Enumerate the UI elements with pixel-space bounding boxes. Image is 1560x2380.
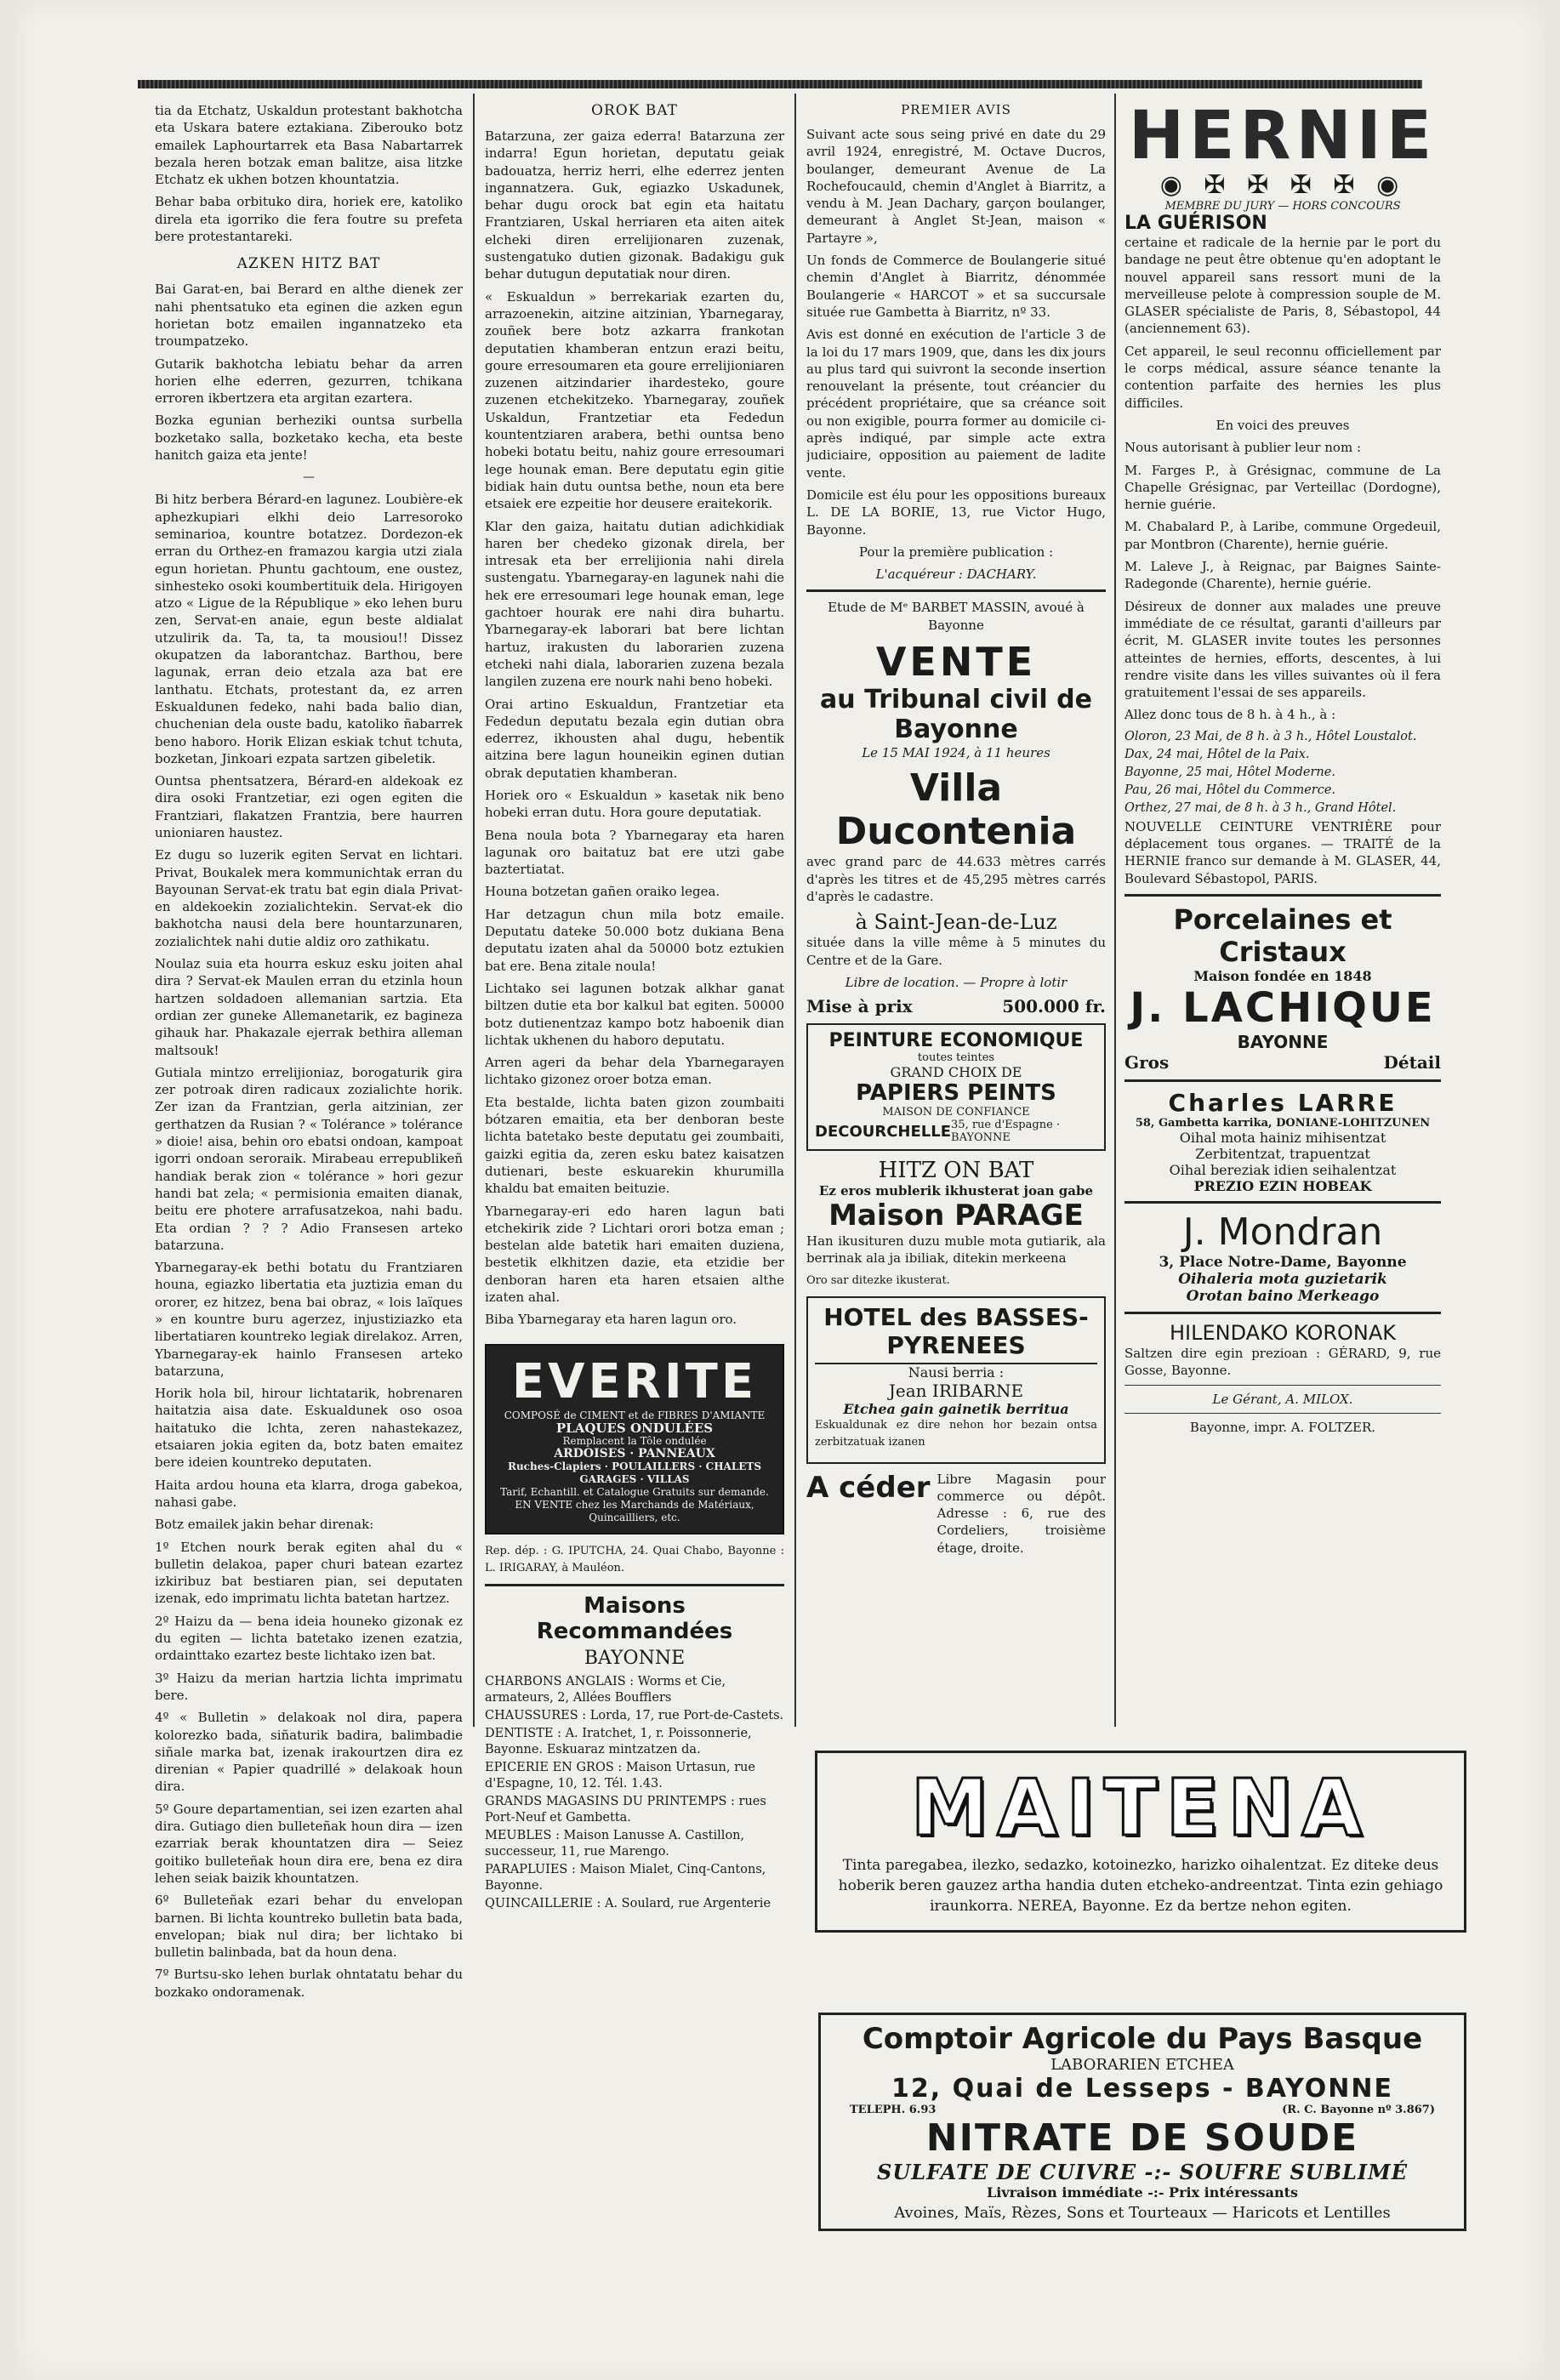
detail-label: Détail [1383,1051,1441,1073]
sale-price-row [806,996,1106,1016]
comptoir-phone-row [833,2104,1452,2116]
article-paragraph: Horiek oro « Eskualdun » kasetak nik beno hobeki erran dutu. Hora goure deputatiak. [485,787,784,821]
list-item: CHAUSSURES : Lorda, 17, rue Port-de-Castets. [485,1709,784,1723]
ad-paragraph: Désireux de donner aux malades une preuve immédiate de ce résultat, garanti d'ailleurs par écrit, M. GLASER invite toutes les personnes atteintes de hernies, efforts, descentes, à lui rendre visite dans les villes suivantes où il fera gratuitement l'essai de ses appareils. [1124,598,1441,701]
sale-paragraph: située dans la ville même à 5 minutes du Centre et de la Gare. [806,935,1106,968]
ad-line: Saltzen dire egin prezioan : GÉRARD, 9, rue Gosse, Bayonne. [1124,1345,1441,1379]
ad-line: EN VENTE chez les Marchands de Matériaux, Quincailliers, etc. [515,1498,754,1523]
list-item: QUINCAILLERIE : A. Soulard, rue Argenterie [485,1897,771,1911]
ad-line: 3, Place Notre-Dame, Bayonne [1159,1253,1407,1271]
ad-line: toutes teintes [917,1051,995,1065]
ad-paragraph: Allez donc tous de 8 h. à 4 h., à : [1124,707,1336,723]
ad-paragraph: M. Laleve J., à Reignac, par Baignes Sainte-Radegonde (Charente), hernie guérie. [1124,559,1441,592]
top-rule [138,80,1422,88]
phone-label: TELEPH. 6.93 [850,2104,937,2116]
price-label: Mise à prix [806,996,913,1017]
ad-line: Ez eros mublerik ikhusterat joan gabe [818,1183,1094,1199]
larre-title: Charles LARRE [1168,1088,1398,1117]
list-item: CHARBONS ANGLAIS : Worms et Cie, armateurs, 2, Allées Boufflers [485,1675,726,1705]
hernie-title: HERNIE [1128,102,1438,174]
comptoir-advertisement [818,2013,1466,2231]
rule [1124,1201,1441,1204]
comptoir-title: Comptoir Agricole du Pays Basque [862,2022,1423,2056]
article-paragraph: Eta bestalde, lichta baten gizon zoumbaiti bótzaren emaitia, eta ber denboran beste lichta batetako beste deputatu gei zoumbaiti, gaizki egitia da, zeren esku batez kaisatzen dutienari, beste eskuarekin khurumilla khaldu bat emaiten beituzie. [485,1094,784,1197]
article-paragraph: « Eskualdun » berrekariak ezarten du, arrazoenekin, aitzine aitzinian, Ybarnegaray, zouñek bere botz azkarra frankotan deputatien khamberan entzun erazi beitu, goure erresoumaren eta goure errelijioniaren zuzenen aitzindarier ihardesteko, goure zuzenen etchekitzeko. Ybarnegaray, zouñek Uskaldun, Frantzetiar eta Fededun kountentziaren arabera, bethi ountsa beno hobeki botatu beitu, nahiz goure erresoumari lege hounak eman. Bere deputatu egin gitie bidiak hain dutu ountsa bethe, noun eta bere etsaiek ere ezpeitie hor deusere eraitekorik. [485,288,784,512]
list-item: DENTISTE : A. Iratchet, 1, r. Poissonnerie, Bayonne. Eskuaraz mintzatzen da. [485,1727,752,1757]
rule [1124,1413,1441,1414]
ad-paragraph: NOUVELLE CEINTURE VENTRIÈRE pour déplacement tous organes. — TRAITÉ de la HERNIE franco sur demande à M. GLASER, 44, Boulevard Sébastopol, PARIS. [1124,818,1441,886]
article-paragraph: 5º Goure departamentian, sei izen ezarten ahal dira. Gutiago dien bulleteñak houn dira — izen ezarriak berak khountatzen dira — Seiez goitiko bulleteñak houn dira ere, bena ez dira lehen seiak baizik khountatzen. [155,1801,463,1886]
article-paragraph: 4º « Bulletin » delakoak nol dira, papera kolorezko bada, siñaturik badira, balimbadie siñale marka bat, izenak irakourtzen dira ez direnian « Papier quadrillé » delakoak houn dira. [155,1710,463,1795]
article-paragraph: Ybarnegaray-ek bethi botatu du Frantziaren houna, egiazko libertatia eta juztizia eman du ororer, ez hitzez, bena bai obraz, « lois laïques » en kountre buru agerzez, injustiziazko eta libertatiaren kountreko legiak direlakoz. Arren, Ybarnegaray-ek hainlo Fransesen arteko batarzuna, [155,1260,463,1379]
ad-brand: DECOURCHELLE [815,1122,952,1141]
ad-line: Tarif, Echantill. et Catalogue Gratuits sur demande. [500,1485,769,1498]
gerant-line: Le Gérant, A. MILOX. [1212,1391,1353,1407]
ad-paragraph: Nous autorisant à publier leur nom : [1124,440,1362,456]
column-4 [1124,102,1441,1735]
article-paragraph: 6º Bulleteñak ezari behar du envelopan barnen. Bi lichta kountreko bulletin bata bada, envelopan; biak nul dira; ber lichtako bi bulletin balinbada, bat da houn dena. [155,1893,463,1961]
legal-paragraph: Un fonds de Commerce de Boulangerie situé chemin d'Anglet à Biarritz, dénommée Boulangerie « HARCOT » et sa succursale située rue Gambetta à Biarritz, nº 33. [806,253,1106,320]
legal-paragraph: Domicile est élu pour les oppositions bureaux L. DE LA BORIE, 13, rue Victor Hugo, Bayonne. [806,487,1106,538]
legal-paragraph: Pour la première publication : [858,544,1054,560]
ad-paragraph: M. Chabalard P., à Laribe, commune Orgedeuil, par Montbron (Charente), hernie guérie. [1124,519,1441,552]
list-item: Orthez, 27 mai, de 8 h. à 3 h., Grand Hôtel. [1124,800,1397,815]
article-paragraph: Horik hola bil, hirour lichtatarik, hobrenaren haitatzia aisa date. Eskualdunek oso osoa haitatuko die lchta, zeren nahastekazez, etsaiaren jokia egiten da, botz baten emaitez bere ideien kountreko deputaten. [155,1386,463,1471]
ad-title: PEINTURE ECONOMIQUE [828,1030,1084,1052]
ad-line: Remplacent la Tôle ondulée [562,1434,707,1447]
list-item: PARAPLUIES : Maison Mialet, Cinq-Cantons, Bayonne. [485,1863,766,1893]
article-paragraph: Batarzuna, zer gaiza ederra! Batarzuna zer indarra! Egun horietan, deputatu geiak badouatza, herriz herri, elhe ederrez jenten ingannatzera. Guk, egiazko Uskadunek, behar dugu orock bat egin eta haitatu Frantziaren, Uskal herriaren eta aiten aitek elcheki diren errelijionaren zuzenak, sustengatuko dutien gizonak. Badakigu guk behar dutugun deputatiak nour diren. [485,128,784,282]
peinture-advertisement [806,1023,1106,1151]
article-paragraph: Bi hitz berbera Bérard-en lagunez. Loubière-ek aphezkupiari elkhi deio Larresoroko seminarioa, kountre botatzez. Dordezon-ek erran du Orthez-en framazou kargia utzi ziala egun horietan. Phuntu gachtoum, ene oustez, sinhesteko osoki koumbertituik dela. Hirigoyen atzo « Ligue de la République » eko lehen buru zen, Servat-en anaie, egun beste aldialat utzulirik da. Ta, ta, ta mousiou!! Dissez okupatzen da laborantchaz. Barthou, bere lagunak, erran deio etzala aza bat ere lanthatu. Etchats, protestant da, ez arren Eskualdunen fedeko, nahi bada balio dian, chuchenian dela ouste badu, katoliko ñabarrek beno haboro. Horik Elizan eskiak tchut tchuta, bozketan, Jinkoari ezpata sartzen gibeletik. [155,492,463,766]
column-2 [485,102,784,2348]
column-1 [155,102,463,2348]
porcelaines-title: Porcelaines et Cristaux [1173,902,1392,968]
article-paragraph: Gutiala mintzo errelijioniaz, borogaturik gira zer potroak diren radicaux zozialichte horik. Zer izan da Frantzian, gerla aitzinian, zer gerthatzen da Rusian ? « Tolérance » tolérance » dioie! aisa, behin oro ebatsi ondoan, kampoat igorri ondoan seroraik. Mirabeau errepublikeñ handiak berak zion « tolérance » hori gezur handi bat zela; « permisionia emaiten dianak, beitu ere photere arrafusatzekoa, nahi badu. Eta ordian ? ? ? Adio Fransesen arteko batarzuna. [155,1064,463,1253]
ad-line: Zerbitentzat, trapuentzat [1195,1145,1370,1162]
ad-line: Oihal mota hainiz mihisentzat [1179,1129,1386,1146]
ad-line: Oro sar ditezke ikusterat. [806,1273,950,1287]
rc-label: (R. C. Bayonne nº 3.867) [1282,2104,1435,2116]
ad-line: SULFATE DE CUIVRE -:- SOUFRE SUBLIMÉ [877,2160,1408,2184]
ad-line: Oihal bereziak idien seihalentzat [1169,1161,1397,1178]
jury-line: MEMBRE DU JURY — HORS CONCOURS [1164,200,1401,213]
ad-line: Avoines, Maïs, Rèzes, Sons et Tourteaux — Haricots et Lentilles [894,2204,1391,2222]
article-paragraph: Bai Garat-en, bai Berard en althe dienek zer nahi phentsatuko eta eginen die azken egun horietan botz emailen ingannatzeko eta troumpatzeko. [155,282,463,350]
hotel-advertisement [806,1296,1106,1464]
vente-title: VENTE [875,639,1037,686]
article-paragraph: Gutarik bakhotcha lebiatu behar da arren horien elhe ederren, gezurren, tchikana erroren ikbertzera eta argitan ezartera. [155,356,463,407]
list-item: MEUBLES : Maison Lanusse A. Castillon, successeur, 11, rue Marengo. [485,1829,745,1859]
price-value: 500.000 fr. [1002,996,1106,1017]
article-paragraph: Haita ardou houna eta klarra, droga gabekoa, nahasi gabe. [155,1477,463,1510]
mondran-title: J. Mondran [1182,1210,1383,1254]
ad-paragraph: M. Farges P., à Grésignac, commune de La Chapelle Grésignac, par Verteillac (Dordogne), hernie guérie. [1124,462,1441,513]
ad-line: COMPOSÉ de CIMENT et de FIBRES D'AMIANTE [504,1409,766,1421]
maitena-title: MAITENA [910,1762,1371,1853]
maitena-advertisement [815,1751,1466,1933]
ad-line: Maison fondée en 1848 [1193,967,1372,984]
sale-paragraph: Libre de location. — Propre à lotir [845,974,1068,990]
ad-line: Han ikusituren duzu muble mota gutiarik, ala berrinak ala ja ibiliak, ditekin merkeena [806,1233,1106,1267]
printer-line: Bayonne, impr. A. FOLTZER. [1189,1419,1376,1435]
rule [485,1584,784,1586]
ad-line: PLAQUES ONDULÉES [555,1420,714,1436]
article-paragraph: Bozka egunian berheziki ountsa surbella bozketako salla, bozketako kecha, eta beste hanitch gaiza eta jente! [155,413,463,464]
list-item: Bayonne, 25 mai, Hôtel Moderne. [1124,765,1335,779]
maisons-list [485,1674,784,1912]
ceder-advertisement [806,1471,1106,1557]
rule [1124,894,1441,897]
rule [806,589,1106,592]
article-paragraph: 3º Haizu da merian hartzia lichta imprimatu bere. [155,1670,463,1703]
ad-paragraph: certaine et radicale de la hernie par le port du bandage ne peut être obtenue qu'en adoptant le nouvel appareil sans ressort muni de la merveilleuse pelote à compression souple de M. GLASER spécialiste de Paris, 8, Sébastopol, 44 (anciennement 63). [1124,235,1441,337]
list-item: GRANDS MAGASINS DU PRINTEMPS : rues Port-Neuf et Gambetta. [485,1795,766,1825]
article-paragraph: Behar baba orbituko dira, horiek ere, katoliko direla eta igorriko die fera foutre su prefeta bere protestantareki. [155,194,463,245]
ad-line: Jean IRIBARNE [888,1380,1024,1401]
article-heading: AZKEN HITZ BAT [236,255,381,273]
ad-line: Livraison immédiate -:- Prix intéressants [987,2184,1298,2201]
guerison-label: LA GUÉRISON [1124,213,1267,234]
ad-line: PREZIO EZIN HOBEAK [1193,1177,1372,1194]
separator: — [303,470,315,485]
lachique-title: J. LACHIQUE [1130,983,1436,1032]
ad-line: Etchea gain gainetik berritua [843,1400,1069,1417]
ad-line: 58, Gambetta karrika, DONIANE-LOHITZUNEN [1135,1116,1431,1130]
article-heading: PREMIER AVIS [901,102,1011,117]
article-paragraph: Har detzagun chun mila botz emaile. Deputatu dateke 50.000 botz dukiana Bena deputatu izaten ahal da 50000 botz eztukien bat ere. Bena zitale noula! [485,906,784,974]
ad-line: PAPIERS PEINTS [856,1080,1056,1107]
parage-title: Maison PARAGE [828,1199,1084,1233]
article-paragraph: Lichtako sei lagunen botzak alkhar ganat biltzen dutie eta bor kalkul bat egiten. 50000 botz dutienentzaz kampo botz haboenik dian lichtak ukhenen du haboro deputatu. [485,980,784,1048]
column-3 [806,102,1106,1735]
article-paragraph: Ybarnegaray-eri edo haren lagun bati etchekirik zide ? Lichtari orori botza eman ; bestelan alde batetik hari emaiten duziena, bestetik elkhitzen dazie, eta etzidie ber denboran haren eta haren etsaien althe izaten ahal. [485,1203,784,1305]
legal-signature: L'acquéreur : DACHARY. [875,567,1037,583]
ad-line: Nausi berria : [908,1364,1005,1381]
rule [1124,1385,1441,1386]
article-paragraph: Klar den gaiza, haitatu dutian adichkidiak haren ber chedeko gizonak direla, ber intresak eta ber errelijionia nahi direla sustengatu. Ybarnegaray-en lagunek nahi die hek ere erresoumari lege hounak eman, lege gachtoer hourak ere nahi dira buhartu. Ybarnegaray-ek laborari bat bere lichtan hartuz, irakusten du laborarien zuzena etcheki nahi diala, laborarien zuzena bezala langilen zuzena ere nourk nahi beno hobeki. [485,518,784,690]
ad-line: GARAGES · VILLAS [579,1472,690,1485]
article-paragraph: Arren ageri da behar dela Ybarnegarayen lichtako gizonez oroer botza eman. [485,1055,784,1088]
article-paragraph: Ez dugu so luzerik egiten Servat en lichtari. Privat, Boukalek mera kommunichtak erran du Bayounan Servat-ek tratu bat egin diala Privat-en aldekoekin zozialichtekin. Servat-ek dio bakhotcha nausi dela bere hountarzunaren, zozialichtek nahi dutie aldiz oro zathikatu. [155,847,463,949]
article-heading: OROK BAT [591,102,678,119]
article-paragraph: 7º Burtsu-sko lehen burlak ohntatatu behar du bozkako ondoramenak. [155,1967,463,2000]
article-paragraph: Botz emailek jakin behar direnak: [155,1517,374,1533]
ad-paragraph: Tinta paregabea, ilezko, sedazko, kotoinezko, harizko oihalentzat. Ez diteke deus hoberik beren gauzez artha handia duten etcheko-andreentzat. Tinta ezin gehiago iraunkorra. NEREA, Bayonne. Ez da bertze nehon egiten. [838,1857,1443,1915]
article-paragraph: Noulaz suia eta hourra eskuz esku joiten ahal dira ? Servat-ek Maulen erran du etzinla houn hartzen soldadoen allemanian sartzia. Eta ordian zer guneke Allemanetarik, ez bagineza gihauk har. Phakazale ejerrak bethira alleman maltsouk! [155,956,463,1058]
list-item: Oloron, 23 Mai, de 8 h. à 3 h., Hôtel Loustalot. [1124,729,1417,743]
ad-line: MAISON DE CONFIANCE [882,1106,1030,1119]
rule [1124,1312,1441,1314]
article-paragraph: Orai artino Eskualdun, Frantzetiar eta Fededun deputatu bezala egin dutian obra ederrez, ikhousten ahal dugu, hebentik aitzina bere lagun houneikin eginen dutian obrak deputatien khamberan. [485,696,784,781]
ad-line: GRAND CHOIX DE [890,1064,1022,1081]
ad-line: ARDOISES · PANNEAUX [554,1446,715,1460]
hotel-title: HOTEL des BASSES-PYRENEES [815,1303,1097,1364]
ad-line: Eskualdunak ez dire nehon hor bezain ontsa zerbitzatuak izanen [815,1418,1097,1449]
tribunal-line: au Tribunal civil de Bayonne [820,685,1092,745]
ad-footer [815,1119,1097,1144]
article-paragraph: Ountsa phentsatzera, Bérard-en aldekoak ez dira osoki Frantzetiar, ezi ogen egiten die Frantziari, flakatzen Frantzia, bere haurren unioniaren haustez. [155,773,463,840]
sale-paragraph: avec grand parc de 44.633 mètres carrés d'après les titres et de 45,295 mètres carrés d'après le cadastre. [806,854,1106,904]
representative-line: Rep. dép. : G. IPUTCHA, 24. Quai Chabo, Bayonne : L. IRIGARAY, à Mauléon. [485,1544,784,1574]
etude-line: Etude de Mᵉ BARBET MASSIN, avoué à Bayonne [828,600,1085,633]
ceder-title: A céder [806,1470,931,1505]
article-paragraph: 2º Haizu da — bena ideia houneko gizonak ez du egiten — lichta batetako izenen ezatzia, ordainttako ezartez beste lichtako izen bat. [155,1613,463,1664]
ad-line: Ruches-Clapiers · POULAILLERS · CHALETS [507,1460,762,1472]
column-rule-1 [473,94,475,1727]
list-item: Dax, 24 mai, Hôtel de la Paix. [1124,747,1310,761]
column-rule-2 [794,94,796,1727]
maisons-city: BAYONNE [584,1648,686,1670]
hitz-title: HITZ ON BAT [878,1158,1034,1184]
nitrate-title: NITRATE DE SOUDE [925,2116,1359,2160]
article-paragraph: 1º Etchen nourk berak egiten ahal du « bulletin delakoa, paper churi batean ezartez izkiribuz bat bestiaren pian, sei deputaten izenak, edo imprimatu lichta batetan hartzez. [155,1539,463,1607]
gros-label: Gros [1124,1051,1170,1073]
ad-paragraph: Cet appareil, le seul reconnu officiellement par le corps médical, assure séance tenante la contention parfaite des hernies les plus difficiles. [1124,343,1441,411]
ad-line: Libre Magasin pour commerce ou dépôt. Adresse : 6, rue des Cordeliers, troisième étage, droite. [937,1471,1106,1556]
rule [1124,1079,1441,1082]
article-paragraph: Bena noula bota ? Ybarnegaray eta haren lagunak oro baitatuz bat ere utzi gabe baztertiatat. [485,827,784,878]
everite-logo: EVERITE [511,1353,758,1409]
hilendako-title: HILENDAKO KORONAK [1169,1320,1397,1345]
list-item: EPICERIE EN GROS : Maison Urtasun, rue d'Espagne, 10, 12. Tél. 1.43. [485,1761,755,1791]
ad-line: Oihaleria mota guzietarik [1178,1270,1387,1288]
ad-address: 35, rue d'Espagne · BAYONNE [951,1119,1061,1145]
sale-date: Le 15 MAI 1924, à 11 heures [862,745,1050,761]
ad-paragraph: En voici des preuves [1216,417,1350,433]
legal-paragraph: Suivant acte sous seing privé en date du 29 avril 1924, enregistré, M. Octave Ducros, boulanger, demeurant Avenue de La Rochefoucauld, chemin d'Anglet à Biarritz, a vendu à M. Jean Dachary, garçon boulanger, demeurant à Anglet St-Jean, maison « Partayre », [806,127,1106,246]
comptoir-address: 12, Quai de Lesseps - BAYONNE [891,2074,1393,2104]
article-paragraph: Houna botzetan gañen oraiko legea. [485,884,720,900]
town-list [1124,729,1441,817]
list-item: Pau, 26 mai, Hôtel du Commerce. [1124,783,1336,797]
column-rule-3 [1114,94,1116,1727]
article-paragraph: tia da Etchatz, Uskaldun protestant bakhotcha eta Uskara batere eztakiana. Ziberouko botz emailek Laphourtarrek eta Basa Nabartarrek bezala heren botzak eman balitze, aisa litzke Etchatz ek ukhen botzen khountatzia. [155,103,463,188]
villa-name: Villa Ducontenia [835,766,1077,854]
legal-paragraph: Avis est donné en exécution de l'article 3 de la loi du 17 mars 1909, que, dans les dix jours au plus tard qui suivront la seconde insertion renouvelant la présente, tout créancier du précédent propriétaire, que sa créance soit ou non exigible, pourra former au domicile ci-après indiqué, par simple acte extra judiciaire, opposition au paiement de ladite vente. [806,327,1106,481]
gros-detail-row [1124,1052,1441,1073]
sale-location: à Saint-Jean-de-Luz [855,910,1057,935]
ad-line: LABORARIEN ETCHEA [1050,2056,1234,2074]
ad-line: BAYONNE [1237,1031,1329,1052]
maisons-title: Maisons Recommandées [536,1593,733,1645]
everite-advertisement [485,1344,784,1534]
medals-icon: ◉ ✠ ✠ ✠ ✠ ◉ [1159,170,1406,200]
article-paragraph: Biba Ybarnegaray eta haren lagun oro. [485,1312,737,1328]
ad-line: Orotan baino Merkeago [1186,1287,1380,1305]
